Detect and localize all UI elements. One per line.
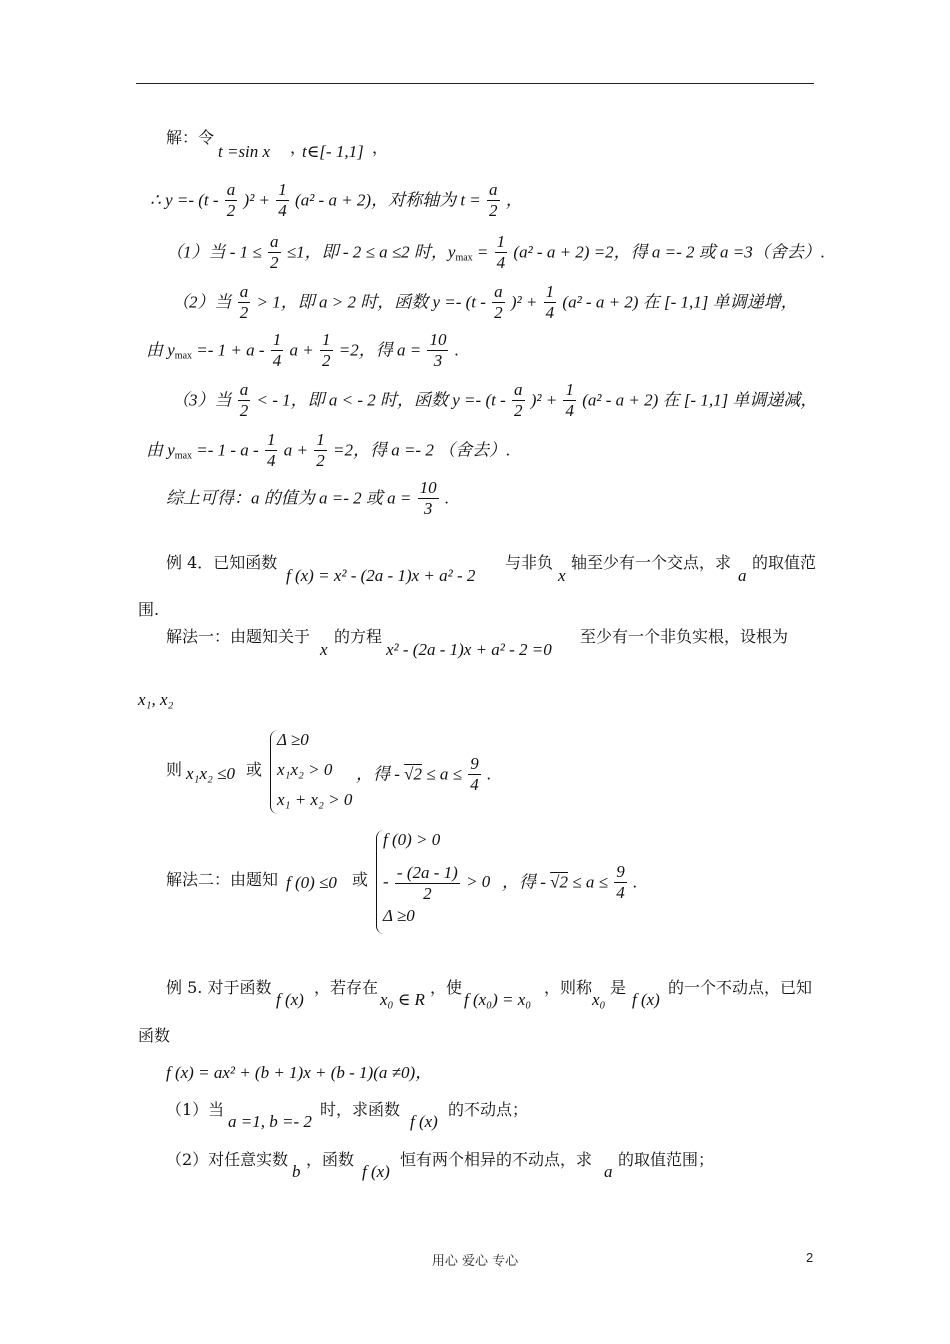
question-1: （1）当 bbox=[166, 1100, 225, 1119]
method-1: 解法一：由题知关于 bbox=[166, 627, 311, 646]
page-number: 2 bbox=[806, 1250, 814, 1265]
example-4-text-2: 轴至少有一个交点，求 bbox=[571, 553, 732, 572]
example-5-fixed-point-eq: f (x₀) = x₀ bbox=[464, 990, 532, 1009]
example-5-x0-in-r: x₀ ∈ R bbox=[380, 990, 425, 1009]
question-1-text: 时，求函数 bbox=[320, 1100, 401, 1119]
question-2-text: ，函数 bbox=[306, 1150, 355, 1169]
method-1-text: 的方程 bbox=[334, 627, 383, 646]
system-2-result: ，得 - √2 ≤ a ≤ $\frac{9}{4}$ . bbox=[502, 862, 638, 902]
case-3: （3）当 $\frac{a}{2}$ < - 1，即 a < - 2 时，函数 y =- (t - $\frac{a}{2}$ )² + $\frac{1}{4}$ (a² - a + 2) 在 [- 1,1] 单调递减， bbox=[172, 380, 818, 420]
case-3-result: 由 $y_{max} =- 1 - a$ - $\frac{1}{4}$ a + $\frac{1}{2}$ =2，得 a =- 2 （舍去）. bbox=[146, 430, 511, 470]
question-2-text-2: 恒有两个相异的不动点，求 bbox=[400, 1150, 593, 1169]
t-definition: t =sin x bbox=[218, 142, 271, 161]
solution-intro: 解：令 bbox=[166, 128, 215, 147]
comma: ， bbox=[372, 138, 389, 157]
question-2: （2）对任意实数 bbox=[166, 1150, 289, 1169]
case-2: （2）当 $\frac{a}{2}$ > 1，即 a > 2 时，函数 y =- (t - $\frac{a}{2}$ )² + $\frac{1}{4}$ (a² - a + 2) 在 [- 1,1] 单调递增， bbox=[172, 282, 798, 322]
example-5: 例 5. 对于函数 bbox=[166, 978, 272, 997]
example-5-text-3: ，则称 bbox=[544, 978, 593, 997]
method-1-text-2: 至少有一个非负实根，设根为 bbox=[580, 627, 789, 646]
product-condition: x₁x₂ ≤0 bbox=[186, 764, 235, 783]
example-5-text-5: 的一个不动点，已知 bbox=[668, 978, 813, 997]
example-4-x: x bbox=[558, 566, 566, 585]
example-4-text-3: 的取值范 bbox=[752, 553, 817, 572]
method-2: 解法二：由题知 bbox=[166, 870, 279, 889]
question-1-condition: a =1, b =- 2 bbox=[228, 1112, 312, 1131]
method-1-equation: x² - (2a - 1)x + a² - 2 =0 bbox=[386, 640, 552, 659]
header-rule bbox=[136, 83, 814, 84]
question-2-fx: f (x) bbox=[362, 1162, 390, 1181]
comma: ， bbox=[290, 138, 307, 157]
equation-y: ∴ y =- (t - $\frac{a}{2}$ )² + $\frac{1}{4}$ (a² - a + 2)，对称轴为 t = $\frac{a}{2}$ ， bbox=[150, 180, 523, 220]
question-2-b: b bbox=[292, 1162, 301, 1181]
method-1-x: x bbox=[320, 640, 328, 659]
example-5-text: ，若存在 bbox=[314, 978, 379, 997]
example-5-fx: f (x) bbox=[276, 990, 304, 1009]
conclusion: 综上可得：a 的值为 a =- 2 或 a = $\frac{10}{3}$ . bbox=[166, 478, 450, 518]
case-2-result: 由 $y_{max} =- 1 + a$ - $\frac{1}{4}$ a + $\frac{1}{2}$ =2，得 a = $\frac{10}{3}$ . bbox=[146, 330, 459, 370]
system-2: f (0) > 0 - $\frac{- (2a - 1)}{2}$ > 0 Δ ≥0 bbox=[376, 830, 490, 934]
system-1: Δ ≥0 x₁x₂ > 0 x₁ + x₂ > 0 bbox=[270, 730, 352, 814]
question-2-text-3: 的取值范围； bbox=[618, 1150, 715, 1169]
example-5-line-2: 函数 bbox=[138, 1026, 171, 1045]
example-4: 例 4．已知函数 bbox=[166, 553, 278, 572]
footer-slogan: 用心 爱心 专心 bbox=[431, 1254, 519, 1269]
question-1-text-2: 的不动点； bbox=[448, 1100, 529, 1119]
example-4-function: f (x) = x² - (2a - 1)x + a² - 2 bbox=[286, 566, 476, 585]
function-definition: f (x) = ax² + (b + 1)x + (b - 1)(a ≠0)， bbox=[166, 1063, 433, 1082]
question-2-a: a bbox=[604, 1162, 613, 1181]
question-1-fx: f (x) bbox=[410, 1112, 438, 1131]
method-2-condition: f (0) ≤0 bbox=[286, 873, 337, 892]
or-text: 或 bbox=[352, 870, 369, 889]
example-4-a: a bbox=[738, 566, 747, 585]
or-text: 或 bbox=[246, 760, 263, 779]
t-range: t∈[- 1,1] bbox=[302, 142, 364, 161]
system-1-result: ，得 - √2 ≤ a ≤ $\frac{9}{4}$ . bbox=[356, 754, 492, 794]
example-5-fx-2: f (x) bbox=[632, 990, 660, 1009]
example-5-text-2: ，使 bbox=[430, 978, 463, 997]
method-1-condition-lead: 则 bbox=[166, 760, 183, 779]
example-5-text-4: 是 bbox=[610, 978, 627, 997]
case-1: （1）当 - 1 ≤ $\frac{a}{2}$ ≤1，即 - 2 ≤ a ≤2 时，$y_{max}$ = $\frac{1}{4}$ (a² - a + 2) =2，得 a =- 2 或 a =3（舍去）. bbox=[166, 232, 826, 272]
roots: x₁, x₂ bbox=[138, 690, 174, 709]
example-4-text: 与非负 bbox=[505, 553, 554, 572]
example-5-x0: x₀ bbox=[592, 990, 606, 1009]
example-4-line-2: 围. bbox=[138, 600, 160, 619]
